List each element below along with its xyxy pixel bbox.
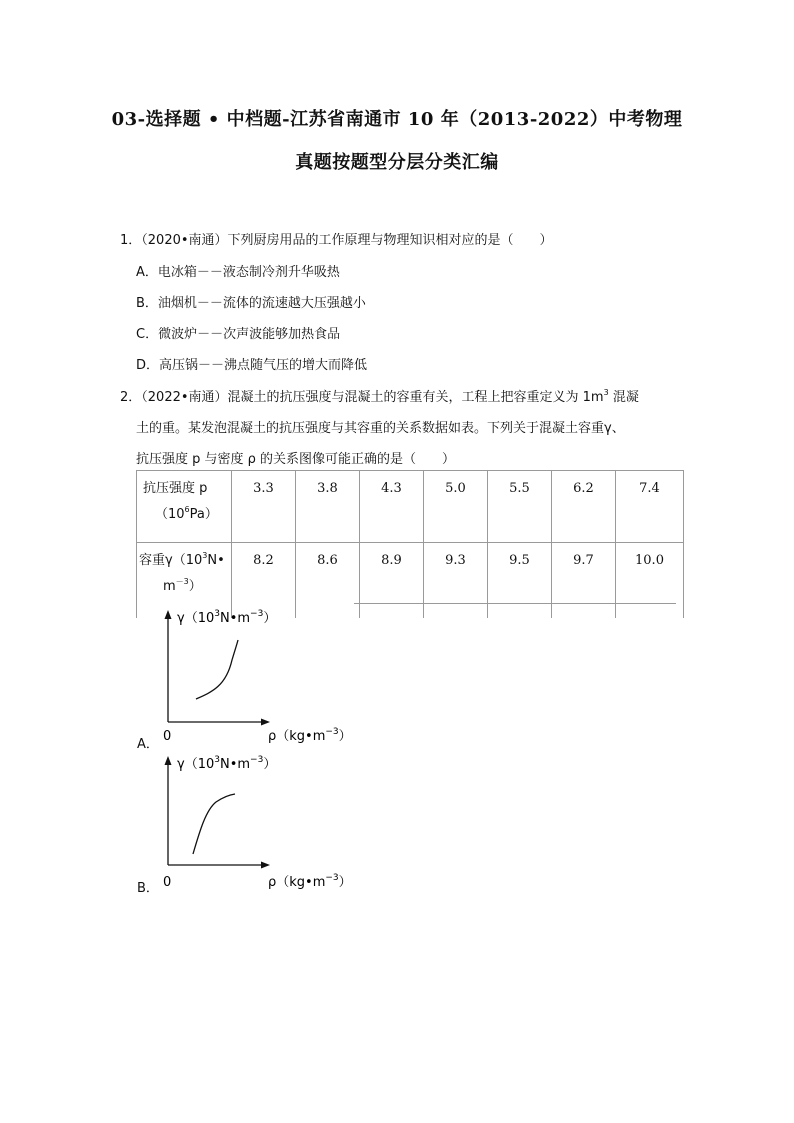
graph-a-y-label: $\gamma(10^3N•m^{-3})$ (177, 609, 277, 626)
document-title-line1: 03-选择题 • 中档题-江苏省南通市 10 年（2013-2022）中考物理 (111, 109, 683, 130)
table-cell: 8.9 (360, 543, 424, 619)
table-cell: 6.2 (552, 471, 616, 543)
question-2-stem-sup: 3 (603, 388, 609, 397)
table-cell: 3.3 (232, 471, 296, 543)
document-title-line2: 真题按题型分层分类汇编 (295, 152, 499, 173)
graph-a-x-arrow (261, 719, 270, 726)
unit-sup: －3 (175, 577, 189, 586)
table-cell: 5.0 (424, 471, 488, 543)
unit-a: m (163, 579, 176, 594)
question-1-option-a: A．电冰箱－－液态制冷剂升华吸热 (136, 265, 340, 280)
graph-a-curve (196, 640, 238, 699)
table-cell: 8.6 (296, 543, 360, 619)
table-header-density-unit (139, 574, 230, 600)
table-cell: 4.3 (360, 471, 424, 543)
graph-b-curve (193, 794, 235, 854)
table-header-density-label (139, 548, 230, 574)
table-cell: 9.7 (552, 543, 616, 619)
graph-a-letter: A． (137, 737, 159, 752)
unit-sup: 6 (184, 505, 190, 514)
graph-b-y-label: $\gamma(10^3N•m^{-3})$ (177, 755, 277, 772)
question-2-stem-line2: 土的重。某发泡混凝土的抗压强度与其容重的关系数据如表。下列关于混凝土容重γ、 (136, 421, 625, 436)
question-1-option-d: D．高压锅－－沸点随气压的增大而降低 (136, 358, 368, 373)
unit-b: ） (188, 579, 202, 594)
table-header-strength-label: 抗压强度 p (143, 481, 208, 496)
table-header-strength-unit (139, 502, 230, 528)
table-cell: 8.2 (232, 543, 296, 619)
unit-b: Pa） (189, 507, 218, 522)
table-header-strength (137, 471, 232, 543)
question-2-stem-line1-text: 2．（2022•南通）混凝土的抗压强度与混凝土的容重有关，工程上把容重定义为 1m (120, 390, 604, 405)
question-1-stem: 1．（2020•南通）下列厨房用品的工作原理与物理知识相对应的是（ ） (120, 233, 553, 248)
question-2-stem-line3: 抗压强度 p 与密度 ρ 的关系图像可能正确的是（ ） (136, 452, 456, 467)
table-row-strength (137, 471, 684, 543)
question-1-option-b: B．油烟机－－流体的流速越大压强越小 (136, 296, 366, 311)
table-bottom-border (354, 603, 676, 604)
graph-b-x-label: $\rho(kg•m^{-3})$ (268, 873, 352, 890)
table-cell: 7.4 (616, 471, 684, 543)
data-table (136, 470, 684, 618)
graph-b-letter: B． (137, 881, 159, 896)
question-2-stem-line1 (120, 386, 639, 405)
table-cell: 3.8 (296, 471, 360, 543)
graph-b-y-arrow (165, 756, 172, 765)
table-cell: 9.5 (488, 543, 552, 619)
label-sup: 3 (202, 551, 208, 560)
graph-a-y-arrow (165, 610, 172, 619)
table-cell: 9.3 (424, 543, 488, 619)
graph-b (150, 750, 370, 900)
unit-a: （10 (155, 507, 185, 522)
table-cell: 5.5 (488, 471, 552, 543)
table-cell: 10.0 (616, 543, 684, 619)
graph-a-x-label: $\rho(kg•m^{-3})$ (268, 727, 352, 744)
question-1-option-c: C．微波炉－－次声波能够加热食品 (136, 327, 341, 342)
graph-b-x-arrow (261, 862, 270, 869)
graph-b-origin: 0 (163, 875, 172, 890)
graph-a-origin: 0 (163, 729, 172, 744)
label-a: 容重γ（10 (139, 553, 203, 568)
label-b: N• (207, 553, 225, 568)
graph-a (150, 604, 370, 754)
question-2-stem-line1-tail: 混凝 (608, 390, 639, 405)
